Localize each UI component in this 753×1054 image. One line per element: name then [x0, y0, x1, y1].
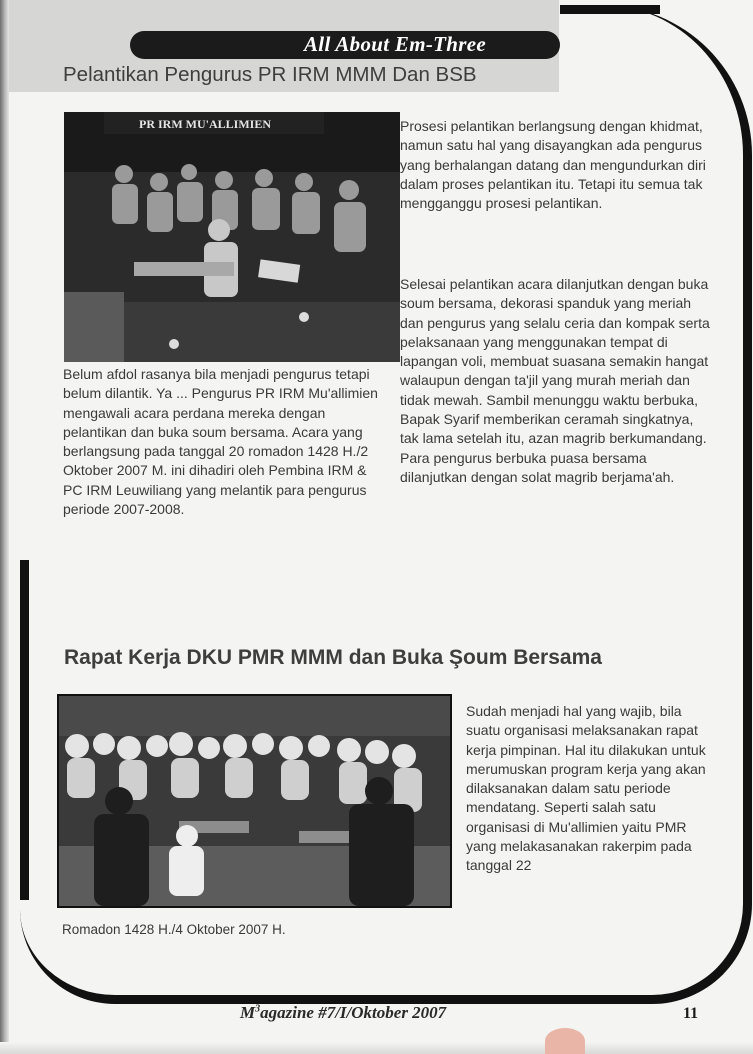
scan-shadow-edge [0, 0, 9, 1054]
article2-caption: Romadon 1428 H./4 Oktober 2007 H. [62, 922, 286, 937]
article2-photo [57, 694, 452, 908]
magazine-rest: agazine #7/I/Oktober 2007 [260, 1003, 447, 1022]
photo-banner-text: PR IRM MU'ALLIMIEN [139, 117, 271, 131]
magazine-footer [240, 1003, 446, 1023]
article2-title: Rapat Kerja DKU PMR MMM dan Buka Şoum Bersama [64, 646, 602, 669]
frame-top-segment [560, 5, 660, 14]
article1-photo [64, 112, 400, 362]
magazine-superscript: 3 [255, 1003, 261, 1015]
page-number: 11 [683, 1005, 699, 1022]
article1-paragraph2: Selesai pelantikan acara dilanjutkan dengan buka soum bersama, dekorasi spanduk yang meriah dan pengurus yang selalu ceria dan kompak serta pelaksanaan yang menggunakan tempat di lapangan voli, membuat suasana semakin hangat walaupun dengan ta'jil yang murah meriah dan tidak mewah. Sambil menunggu waktu berbuka, Bapak Syarif memberikan ceramah singkatnya, tak lama setelah itu, azan magrib berkumandang. Para pengurus berbuka puasa bersama dilanjutkan dengan solat magrib berjama'ah. [400, 276, 710, 485]
article1-paragraph1: Prosesi pelantikan berlangsung dengan khidmat, namun satu hal yang disayangkan ada pengurus yang berhalangan datang dan mengundurkan diri dalam proses pelantikan itu. Tetapi itu semua tak mengganggu prosesi pelantikan. [400, 118, 706, 212]
section-banner-title: All About Em-Three [304, 32, 486, 56]
article1-caption-text: Belum afdol rasanya bila menjadi pengurus tetapi belum dilantik. Ya ... Pengurus PR IRM Mu'allimien mengawali acara perdana mereka dengan pelantikan dan buka soum bersama. Acara yang berlangsung pada tanggal 20 romadon 1428 H./2 Oktober 2007 M. ini dihadiri oleh Pembina IRM & PC IRM Leuwiliang yang melantik para pengurus periode 2007-2008. [63, 366, 378, 518]
frame-left-segment [20, 560, 29, 900]
magazine-prefix: M [240, 1003, 256, 1022]
article1-title: Pelantikan Pengurus PR IRM MMM Dan BSB [63, 63, 477, 86]
thumb-mark [545, 1028, 585, 1054]
article2-paragraph: Sudah menjadi hal yang wajib, bila suatu organisasi melaksanakan rapat kerja pimpinan. Hal itu dilakukan untuk merumuskan program kerja yang akan dilaksanakan dalam satu periode mendatang. Seperti salah satu organisasi di Mu'allimien yaitu PMR yang melakasanakan rakerpim pada tanggal 22 [466, 703, 706, 874]
page-bottom-shade [0, 1042, 753, 1054]
